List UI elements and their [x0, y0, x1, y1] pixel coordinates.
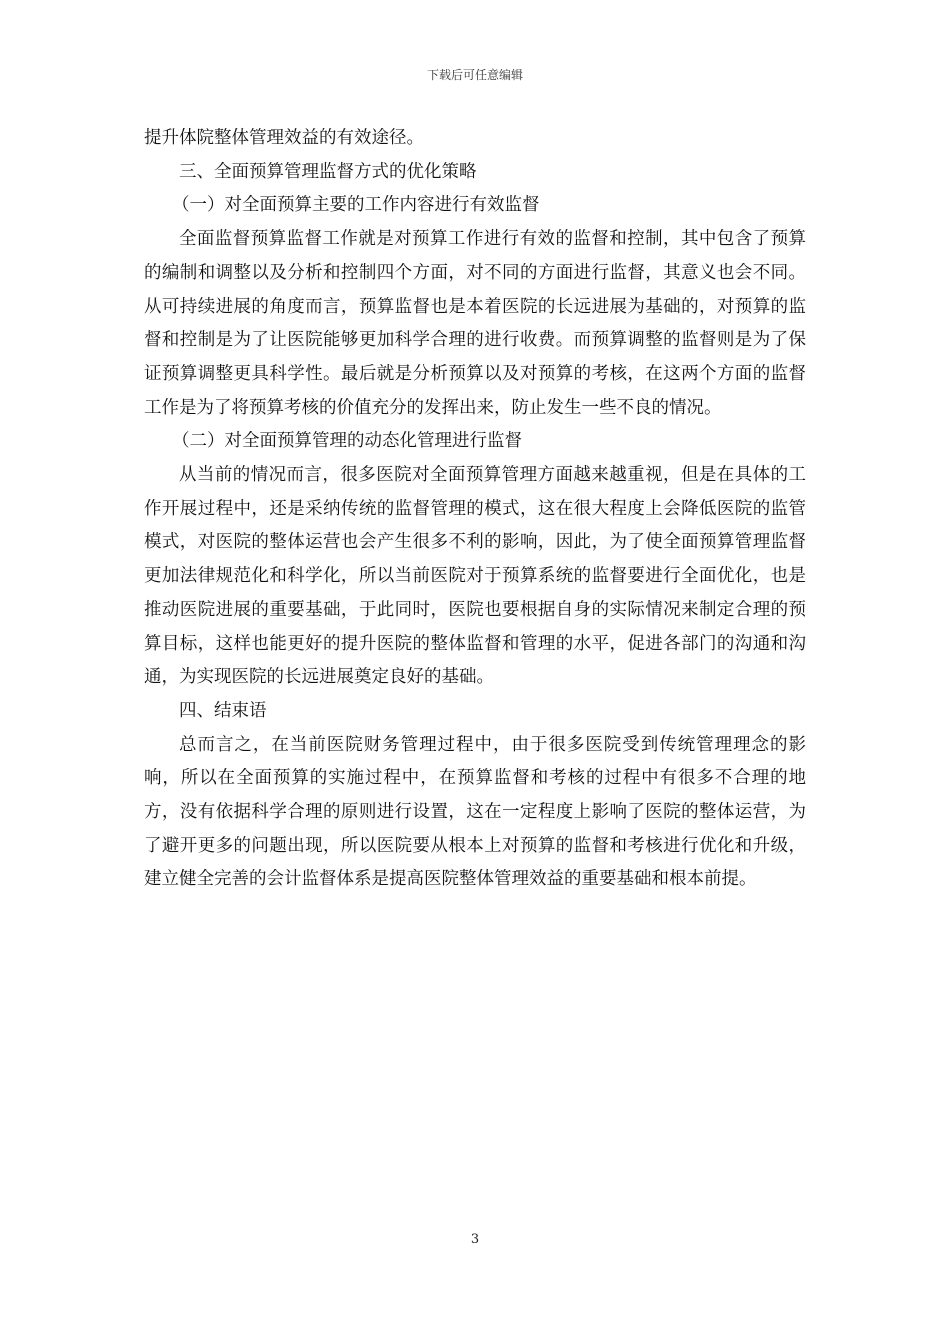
page-number: 3 [470, 1232, 480, 1247]
section-heading-4: 四、结束语 [179, 700, 267, 721]
subsection-heading-2: （二）对全面预算管理的动态化管理进行监督 [172, 431, 522, 452]
document-body [144, 122, 806, 897]
subsection-heading-1: （一）对全面预算主要的工作内容进行有效监督 [172, 195, 540, 216]
section-heading-3: 三、全面预算管理监督方式的优化策略 [179, 161, 477, 182]
body-paragraph-1: 全面监督预算监督工作就是对预算工作进行有效的监督和控制，其中包含了预算的编制和调整以及分析和控制四个方面，对不同的方面进行监督，其意义也会不同。从可持续进展的角度而言，预算监督也是本着医院的长远进展为基础的，对预算的监督和控制是为了让医院能够更加科学合理的进行收费。而预算调整的监督则是为了保证预算调整更具科学性。最后就是分析预算以及对预算的考核，在这两个方面的监督工作是为了将预算考核的价值充分的发挥出来，防止发生一些不良的情况。 [144, 229, 806, 418]
page-header: 下载后可任意编辑 [426, 68, 523, 82]
body-paragraph-2: 从当前的情况而言，很多医院对全面预算管理方面越来越重视，但是在具体的工作开展过程中，还是采纳传统的监督管理的模式，这在很大程度上会降低医院的监管模式，对医院的整体运营也会产生很多不利的影响，因此，为了使全面预算管理监督更加法律规范化和科学化，所以当前医院对于预算系统的监督要进行全面优化，也是推动医院进展的重要基础，于此同时，医院也要根据自身的实际情况来制定合理的预算目标，这样也能更好的提升医院的整体监督和管理的水平，促进各部门的沟通和沟通，为实现医院的长远进展奠定良好的基础。 [144, 465, 806, 688]
body-paragraph-3: 总而言之，在当前医院财务管理过程中，由于很多医院受到传统管理理念的影响，所以在全面预算的实施过程中，在预算监督和考核的过程中有很多不合理的地方，没有依据科学合理的原则进行设置，这在一定程度上影响了医院的整体运营，为了避开更多的问题出现，所以医院要从根本上对预算的监督和考核进行优化和升级，建立健全完善的会计监督体系是提高医院整体管理效益的重要基础和根本前提。 [144, 734, 806, 890]
continuation-paragraph: 提升体院整体管理效益的有效途径。 [144, 128, 424, 148]
